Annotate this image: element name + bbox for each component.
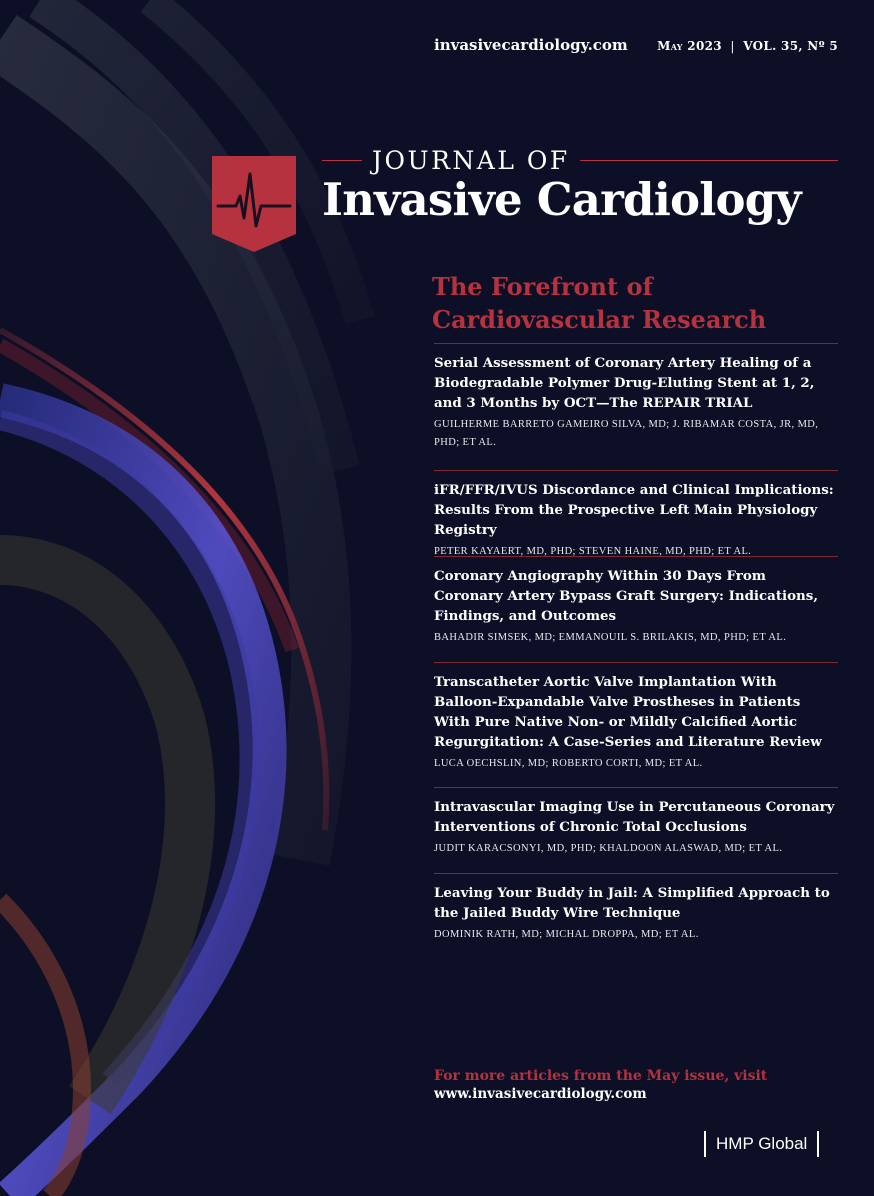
article-authors: JUDIT KARACSONYI, MD, PHD; KHALDOON ALASWAD, MD; ET AL.: [434, 843, 783, 854]
issue-date: May 2023: [657, 39, 722, 53]
article-title: Intravascular Imaging Use in Percutaneous Coronary Interventions of Chronic Total Occlusions: [434, 799, 835, 835]
article-title: Coronary Angiography Within 30 Days From Coronary Artery Bypass Graft Surgery: Indications, Findings, and Outcomes: [434, 568, 818, 624]
footer-url-link[interactable]: www.invasivecardiology.com: [434, 1086, 647, 1102]
tagline: [432, 270, 838, 336]
tagline-line2: Cardiovascular Research: [432, 305, 767, 334]
article-item[interactable]: [434, 343, 838, 470]
article-title: iFR/FFR/IVUS Discordance and Clinical Implications: Results From the Prospective Left Main Physiology Registry: [434, 482, 834, 538]
article-title: Leaving Your Buddy in Jail: A Simplified Approach to the Jailed Buddy Wire Technique: [434, 885, 830, 921]
publisher-logo: [704, 1130, 819, 1158]
article-item[interactable]: [434, 787, 838, 873]
journal-of-text: JOURNAL OF: [372, 146, 570, 175]
masthead: [322, 146, 838, 226]
website-link[interactable]: invasivecardiology.com: [434, 36, 628, 54]
footer-note: For more articles from the May issue, visit: [434, 1068, 768, 1084]
masthead-rule-left: [322, 160, 362, 162]
article-authors: GUILHERME BARRETO GAMEIRO SILVA, MD; J. RIBAMAR COSTA, JR, MD, PHD; ET AL.: [434, 419, 819, 448]
issue-separator: |: [730, 39, 735, 53]
issue-volume: VOL. 35, Nº 5: [743, 39, 838, 53]
publisher-bar-right: [817, 1131, 819, 1157]
footer: [434, 1068, 838, 1102]
publisher-name: HMP Global: [716, 1134, 808, 1153]
article-item[interactable]: [434, 470, 838, 556]
article-item[interactable]: [434, 556, 838, 662]
article-title: Serial Assessment of Coronary Artery Healing of a Biodegradable Polymer Drug-Eluting Stent at 1, 2, and 3 Months by OCT—The REPAIR TRIAL: [434, 355, 815, 411]
journal-name: Invasive Cardiology: [322, 173, 801, 226]
issue-info: [657, 39, 838, 53]
article-authors: LUCA OECHSLIN, MD; ROBERTO CORTI, MD; ET AL.: [434, 758, 703, 769]
article-authors: PETER KAYAERT, MD, PHD; STEVEN HAINE, MD, PHD; ET AL.: [434, 546, 752, 557]
article-item[interactable]: [434, 873, 838, 944]
publisher-bar-left: [704, 1131, 706, 1157]
heartbeat-shield-icon: [212, 156, 296, 252]
masthead-line1: [322, 146, 838, 175]
header-bar: [434, 36, 838, 54]
article-item[interactable]: [434, 662, 838, 787]
article-authors: DOMINIK RATH, MD; MICHAL DROPPA, MD; ET AL.: [434, 929, 699, 940]
masthead-rule-right: [580, 160, 838, 162]
article-authors: BAHADIR SIMSEK, MD; EMMANOUIL S. BRILAKIS, MD, PHD; ET AL.: [434, 632, 787, 643]
table-of-contents: [434, 343, 838, 944]
tagline-line1: The Forefront of: [432, 272, 653, 301]
article-title: Transcatheter Aortic Valve Implantation With Balloon-Expandable Valve Prostheses in Patients With Pure Native Non- or Mildly Calcified Aortic Regurgitation: A Case-Series and Literature Review: [434, 674, 822, 750]
